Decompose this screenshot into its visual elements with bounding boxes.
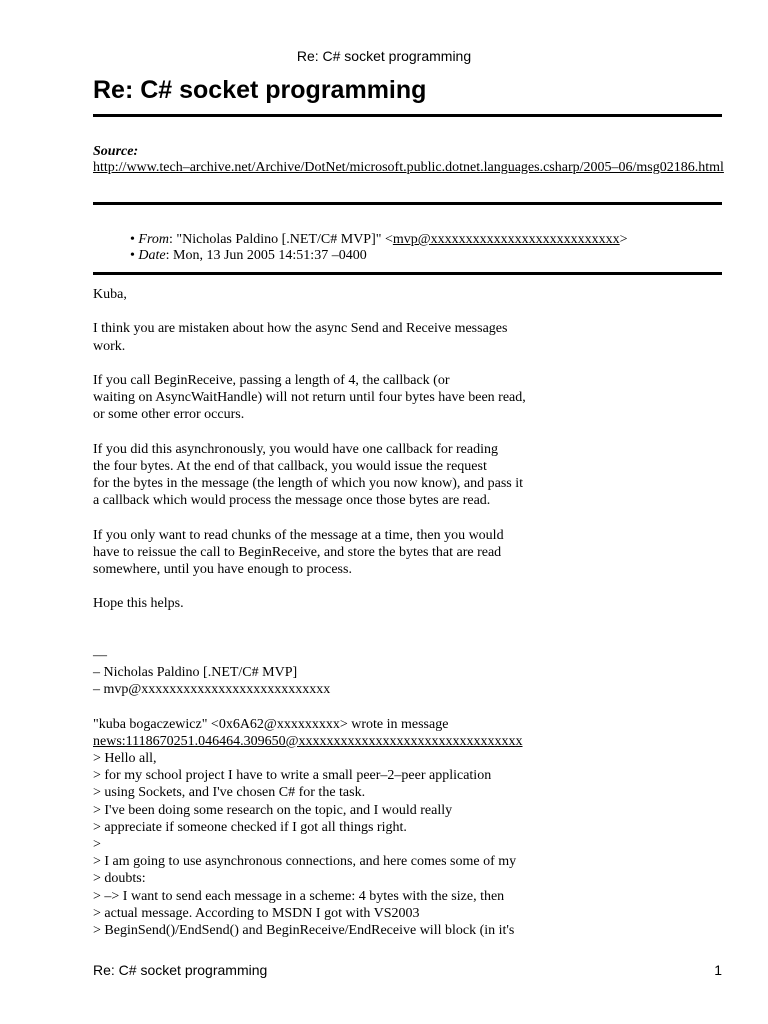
message-line: Kuba, — [93, 287, 127, 302]
message-line: the four bytes. At the end of that callback, you would issue the request — [93, 458, 487, 474]
message-line: – Nicholas Paldino [.NET/C# MVP] — [93, 665, 298, 681]
source-label: Source: — [93, 144, 139, 159]
message-line: Hope this helps. — [93, 596, 184, 612]
bullet-icon: • — [130, 232, 135, 247]
message-line — [93, 578, 733, 595]
message-line: If you only want to read chunks of the message at a time, then you would — [93, 527, 504, 543]
message-line: > appreciate if someone checked if I got all things right. — [93, 819, 407, 835]
footer-page-number: 1 — [714, 962, 722, 978]
message-line — [93, 630, 733, 647]
message-line: have to reissue the call to BeginReceive, and store the bytes that are read — [93, 544, 502, 560]
message-line: > –> I want to send each message in a scheme: 4 bytes with the size, then — [93, 888, 505, 904]
message-line: – mvp@xxxxxxxxxxxxxxxxxxxxxxxxxxx — [93, 682, 331, 698]
message-line: or some other error occurs. — [93, 407, 245, 423]
page-title: Re: C# socket programming — [93, 76, 427, 104]
message-line: > Hello all, — [93, 751, 157, 767]
message-line: > I've been doing some research on the topic, and I would really — [93, 802, 453, 818]
message-line: > I am going to use asynchronous connections, and here comes some of my — [93, 854, 517, 870]
message-line: –– — [93, 647, 107, 663]
message-line: If you did this asynchronously, you would have one callback for reading — [93, 441, 498, 457]
message-line: somewhere, until you have enough to process. — [93, 562, 352, 577]
from-close: > — [619, 232, 628, 247]
message-line: waiting on AsyncWaitHandle) will not return until four bytes have been read, — [93, 390, 526, 406]
meta-top-rule — [93, 202, 722, 205]
message-body — [93, 286, 733, 939]
bullet-icon: • — [130, 248, 135, 263]
from-email-link[interactable]: mvp@xxxxxxxxxxxxxxxxxxxxxxxxxxx — [392, 232, 620, 247]
title-rule — [93, 114, 722, 117]
meta-bottom-rule — [93, 272, 722, 275]
message-line: > — [93, 837, 101, 852]
message-line — [93, 733, 733, 750]
date-label: Date — [138, 248, 166, 263]
date-line — [130, 248, 367, 264]
message-line: work. — [93, 338, 126, 354]
message-line: > BeginSend()/EndSend() and BeginReceive/EndReceive will block (in it's — [93, 922, 515, 938]
message-line — [93, 355, 733, 372]
message-line — [93, 424, 733, 441]
message-line — [93, 613, 733, 630]
from-line — [130, 232, 628, 248]
news-message-link[interactable]: news:1118670251.046464.309650@xxxxxxxxxxxxxxxxxxxxxxxxxxxxxxxx — [93, 733, 523, 749]
footer-title: Re: C# socket programming — [93, 962, 268, 978]
message-line — [93, 509, 733, 526]
from-label: From — [138, 232, 169, 247]
message-line: "kuba bogaczewicz" <0x6A62@xxxxxxxxx> wrote in message — [93, 716, 449, 732]
source-link[interactable]: http://www.tech–archive.net/Archive/DotNet/microsoft.public.dotnet.languages.csharp/2005–06/msg02186.html — [93, 160, 724, 175]
message-line — [93, 699, 733, 716]
message-line: for the bytes in the message (the length of which you now know), and pass it — [93, 476, 524, 492]
message-line: I think you are mistaken about how the async Send and Receive messages — [93, 321, 508, 337]
message-line — [93, 303, 733, 320]
message-line: If you call BeginReceive, passing a length of 4, the callback (or — [93, 372, 450, 388]
message-line: > actual message. According to MSDN I got with VS2003 — [93, 905, 420, 921]
message-line: > using Sockets, and I've chosen C# for the task. — [93, 785, 366, 801]
running-header: Re: C# socket programming — [296, 48, 472, 64]
date-value: : Mon, 13 Jun 2005 14:51:37 –0400 — [165, 248, 367, 263]
from-name: : "Nicholas Paldino [.NET/C# MVP]" < — [169, 232, 393, 247]
message-line: a callback which would process the message once those bytes are read. — [93, 493, 491, 509]
message-line: > doubts: — [93, 871, 146, 887]
message-line: > for my school project I have to write a small peer–2–peer application — [93, 768, 492, 784]
